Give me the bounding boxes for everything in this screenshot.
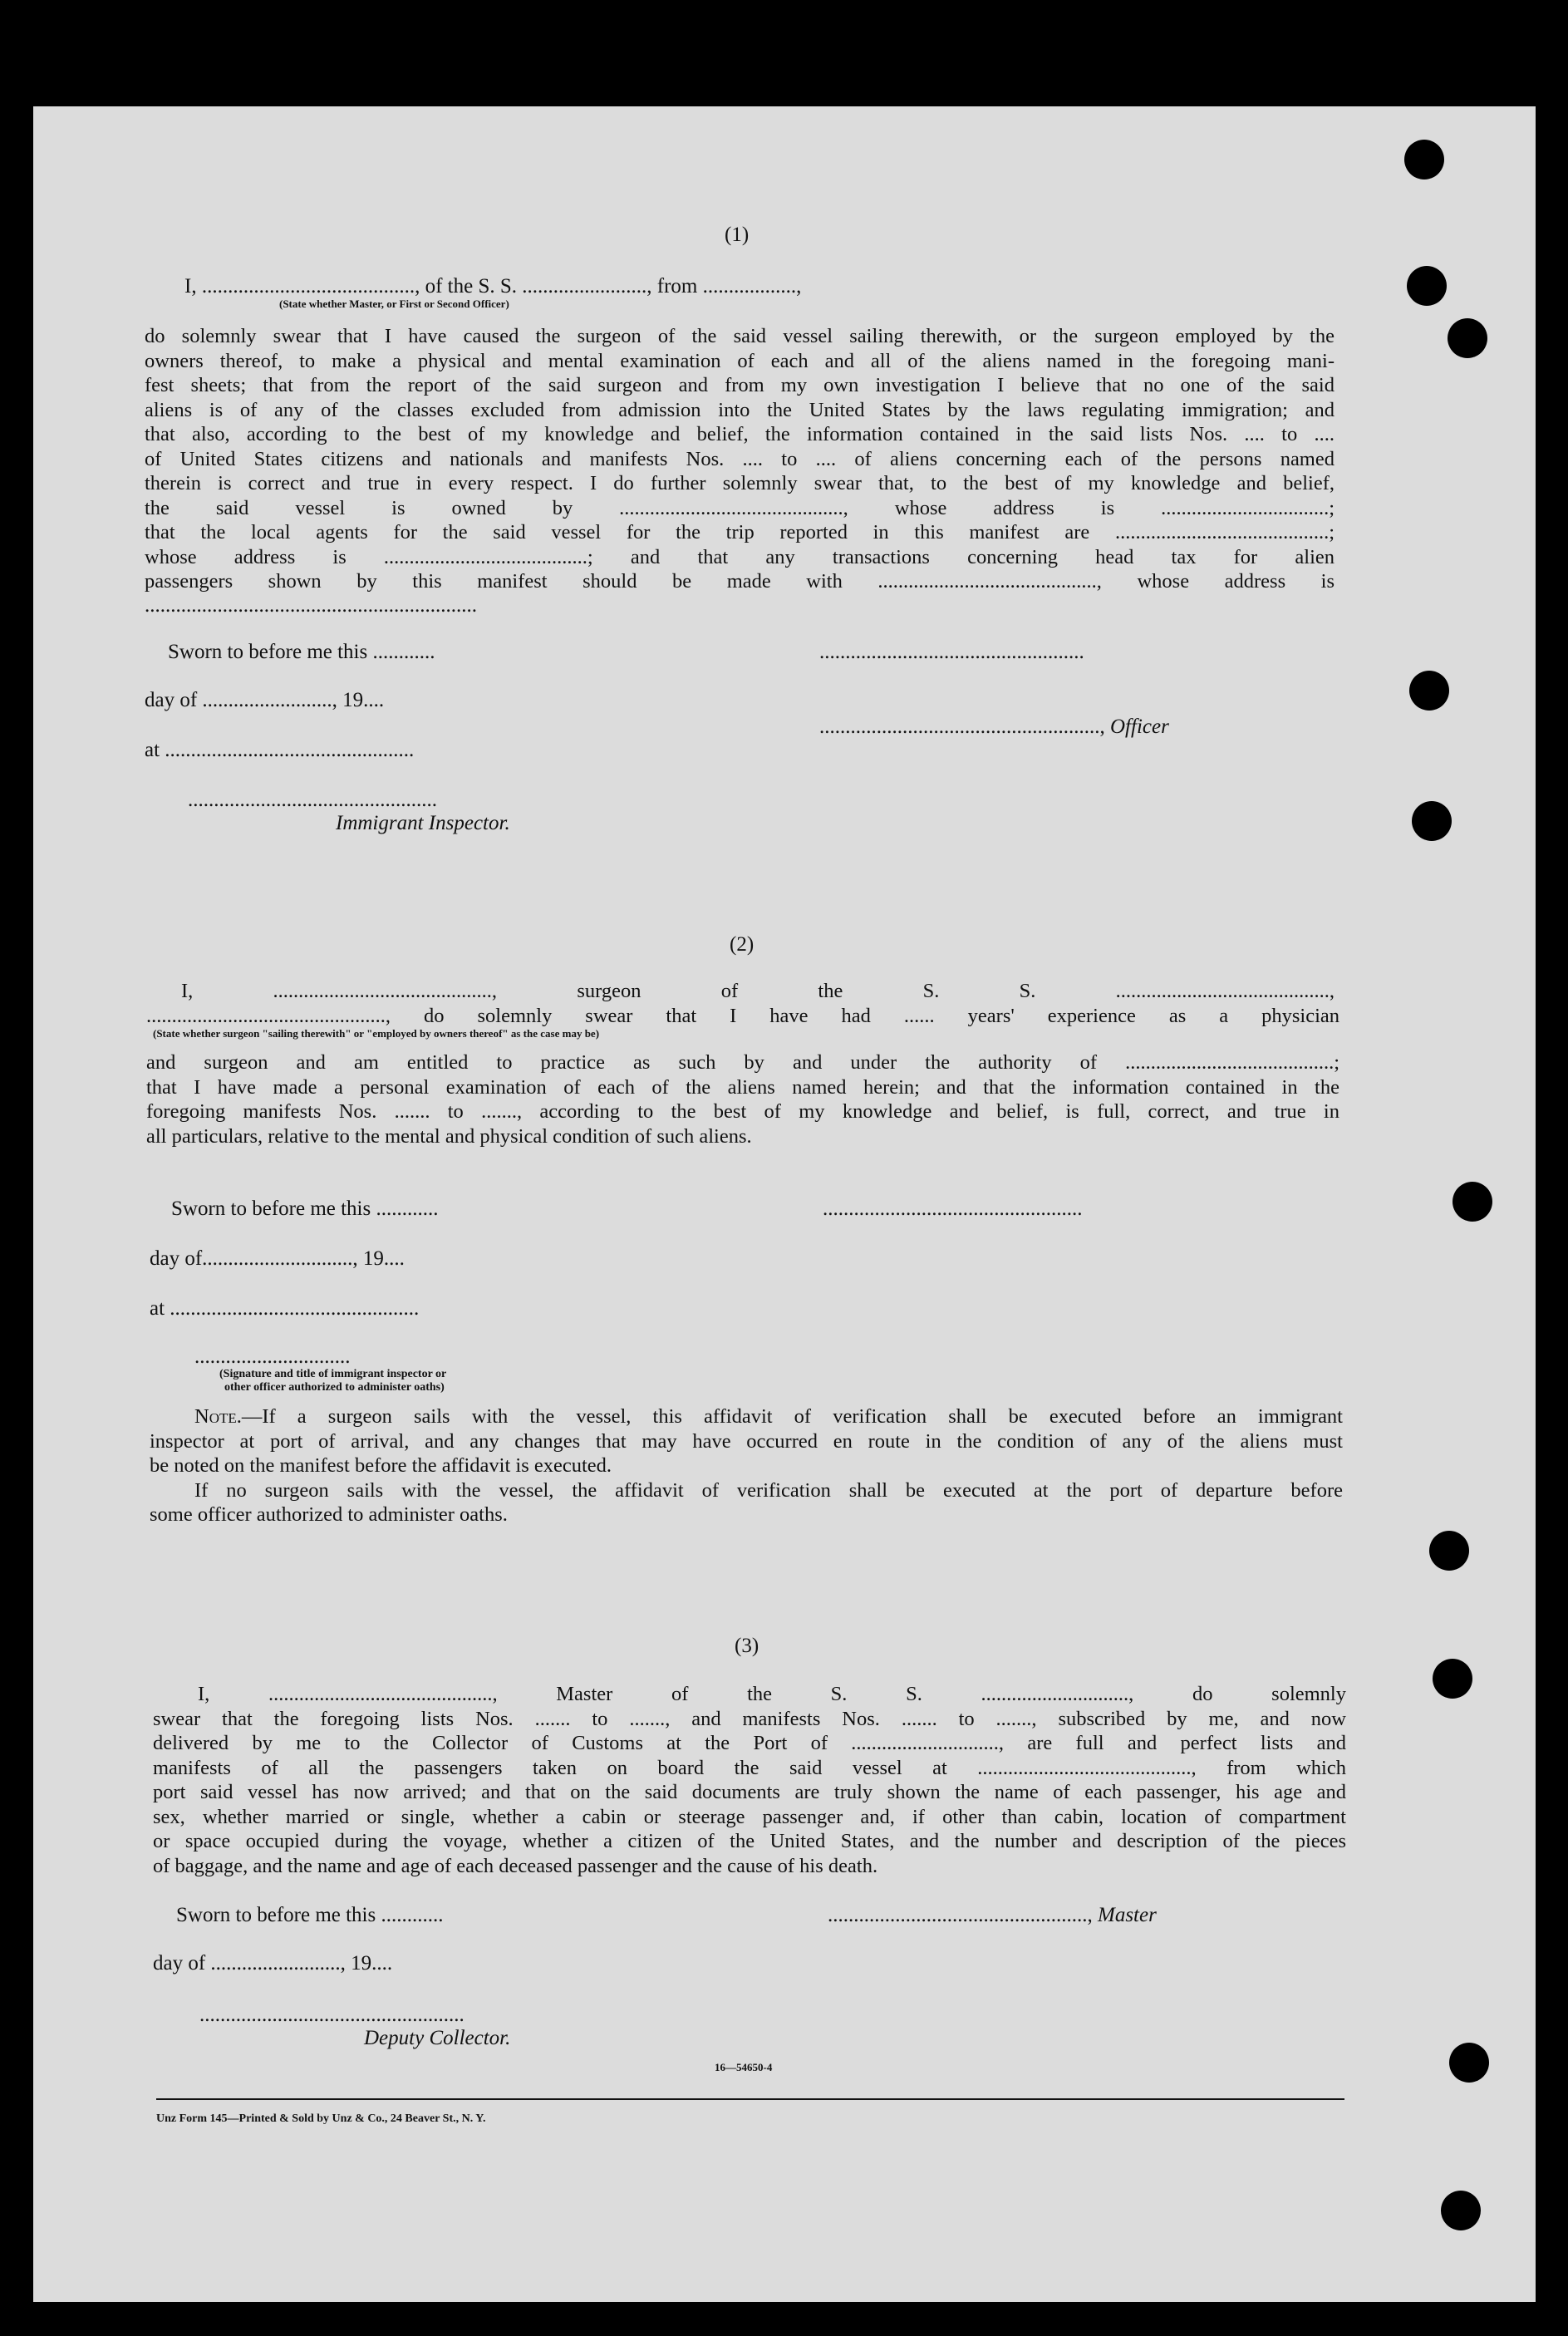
form-number: 16—54650-4 (715, 2061, 773, 2073)
body-line: swear that the foregoing lists Nos. ....... to ......., and manifests Nos. ....... to ......., subscribed by me, and now (153, 1707, 1346, 1730)
surgeon-intro-2 (146, 1004, 1339, 1029)
surgeon-line: I, ..........................................., surgeon of the S. S. .........................................., (181, 980, 1335, 1002)
day-of-line: day of ........................., 19.... (145, 689, 385, 711)
footer-rule (156, 2098, 1344, 2100)
body-line: aliens is of any of the classes excluded from admission into the United States by the laws regulating immigration; and (145, 398, 1335, 421)
punch-hole (1409, 671, 1449, 711)
day-of-line: day of ........................., 19.... (153, 1952, 393, 1975)
officer-line (819, 715, 1169, 739)
note-line (150, 1404, 1343, 1429)
body-line: sex, whether married or single, whether a cabin or steerage passenger and, if other than cabin, location of compartment (153, 1805, 1346, 1828)
surgeon-line: ..............................................., do solemnly swear that I have had ...... years' experience as a physician (146, 1005, 1339, 1027)
sworn-line: Sworn to before me this ............ (171, 1198, 439, 1220)
punch-hole (1449, 2043, 1489, 2083)
note-block (150, 1404, 1343, 1527)
collector-signature-dots: ................................................... (199, 2004, 465, 2026)
note-line: If no surgeon sails with the vessel, the affidavit of verification shall be executed at the port of departure before (194, 1478, 1343, 1502)
field-caption: (State whether Master, or First or Second Officer) (279, 298, 509, 310)
affidavit-body (145, 324, 1335, 594)
section-number: (3) (735, 1635, 759, 1657)
body-line: ................................................................ (145, 594, 477, 617)
inspector-label: Immigrant Inspector. (336, 812, 510, 834)
master-body (153, 1682, 1346, 1878)
punch-hole (1407, 266, 1447, 306)
punch-hole (1404, 140, 1444, 180)
body-line: of United States citizens and nationals and manifests Nos. .... to .... of aliens concerning each of the persons named (145, 447, 1335, 470)
punch-hole (1433, 1659, 1472, 1699)
sworn-line: Sworn to before me this ............ (168, 641, 435, 663)
body-line: all particulars, relative to the mental and physical condition of such aliens. (146, 1124, 752, 1148)
at-line: at ................................................ (145, 739, 415, 761)
sworn-line: Sworn to before me this ............ (176, 1904, 444, 1926)
punch-hole (1429, 1531, 1469, 1571)
surgeon-body (146, 1050, 1339, 1148)
body-line: fest sheets; that from the report of the said surgeon and from my own investigation I believe that no one of the said (145, 374, 1335, 396)
note-line: some officer authorized to administer oaths. (150, 1503, 508, 1526)
signature-caption: other officer authorized to administer oaths) (224, 1381, 445, 1394)
body-line: the said vessel is owned by ............................................, whose address is .................................; (145, 496, 1335, 519)
master-line (828, 1903, 1157, 1927)
body-line: do solemnly swear that I have caused the surgeon of the said vessel sailing therewith, or the surgeon employed by the (145, 325, 1335, 347)
body-line: therein is correct and true in every respect. I do further solemnly swear that, to the best of my knowledge and belief, (145, 472, 1335, 494)
body-line: passengers shown by this manifest should be made with ..........................................., whose address is (145, 570, 1335, 593)
body-line: owners thereof, to make a physical and mental examination of each and all of the aliens named in the foregoing mani- (145, 349, 1335, 372)
body-line: that the local agents for the said vessel for the trip reported in this manifest are ..........................................; (145, 521, 1335, 543)
body-line: port said vessel has now arrived; and that on the said documents are truly shown the name of each passenger, his age and (153, 1781, 1346, 1803)
body-line: and surgeon and am entitled to practice as such by and under the authority of .........................................; (146, 1051, 1339, 1074)
body-line: whose address is ........................................; and that any transactions concerning head tax for alien (145, 545, 1335, 568)
note-line: inspector at port of arrival, and any changes that may have occurred en route in the condition of any of the aliens must (150, 1429, 1343, 1453)
surgeon-intro (181, 979, 1335, 1004)
body-line: delivered by me to the Collector of Customs at the Port of ............................., are full and perfect lists and (153, 1732, 1346, 1754)
body-line: foregoing manifests Nos. ....... to ......., according to the best of my knowledge and belief, is full, correct, and true in (146, 1100, 1339, 1123)
signature-dots: .............................. (194, 1345, 351, 1368)
punch-hole (1412, 801, 1452, 841)
signature-line: .................................................. (823, 1198, 1083, 1220)
officer-label: Officer (1110, 716, 1169, 738)
signature-caption: (Signature and title of immigrant inspector or (219, 1368, 447, 1380)
signature-line: ................................................... (819, 641, 1084, 663)
body-line: of baggage, and the name and age of each deceased passenger and the cause of his death. (153, 1854, 878, 1877)
body-line: or space occupied during the voyage, whether a citizen of the United States, and the number and description of the pieces (153, 1830, 1346, 1852)
note-text: —If a surgeon sails with the vessel, this affidavit of verification shall be executed before an immigrant (241, 1405, 1343, 1428)
body-line: manifests of all the passengers taken on board the said vessel at .........................................., from which (153, 1756, 1346, 1779)
punch-hole (1448, 318, 1487, 358)
note-label: Note. (194, 1405, 242, 1428)
body-line: that also, according to the best of my knowledge and belief, the information contained in the said lists Nos. .... to .... (145, 423, 1335, 445)
section-number: (1) (725, 224, 750, 246)
field-caption: (State whether surgeon "sailing therewith" or "employed by owners thereof" as the case may be) (153, 1027, 600, 1040)
body-line: I, ............................................, Master of the S. S. ............................., do solemnly (198, 1683, 1346, 1705)
master-label: Master (1098, 1904, 1157, 1926)
body-line: that I have made a personal examination of each of the aliens named herein; and that the information contained in the (146, 1075, 1339, 1099)
officer-dots: ......................................................, (819, 716, 1110, 738)
master-dots: .................................................., (828, 1904, 1098, 1926)
section-number: (2) (730, 933, 755, 956)
footer-imprint: Unz Form 145—Printed & Sold by Unz & Co., 24 Beaver St., N. Y. (156, 2112, 486, 2125)
inspector-signature-dots: ................................................ (188, 789, 437, 811)
punch-hole (1441, 2191, 1481, 2230)
note-line: be noted on the manifest before the affidavit is executed. (150, 1454, 612, 1477)
punch-hole (1452, 1182, 1492, 1222)
at-line: at ................................................ (150, 1297, 420, 1320)
collector-label: Deputy Collector. (364, 2027, 511, 2049)
affidavit-intro-line: I, ........................................., of the S. S. ........................, from .................., (184, 275, 802, 298)
day-of-line: day of............................., 19.... (150, 1247, 405, 1270)
